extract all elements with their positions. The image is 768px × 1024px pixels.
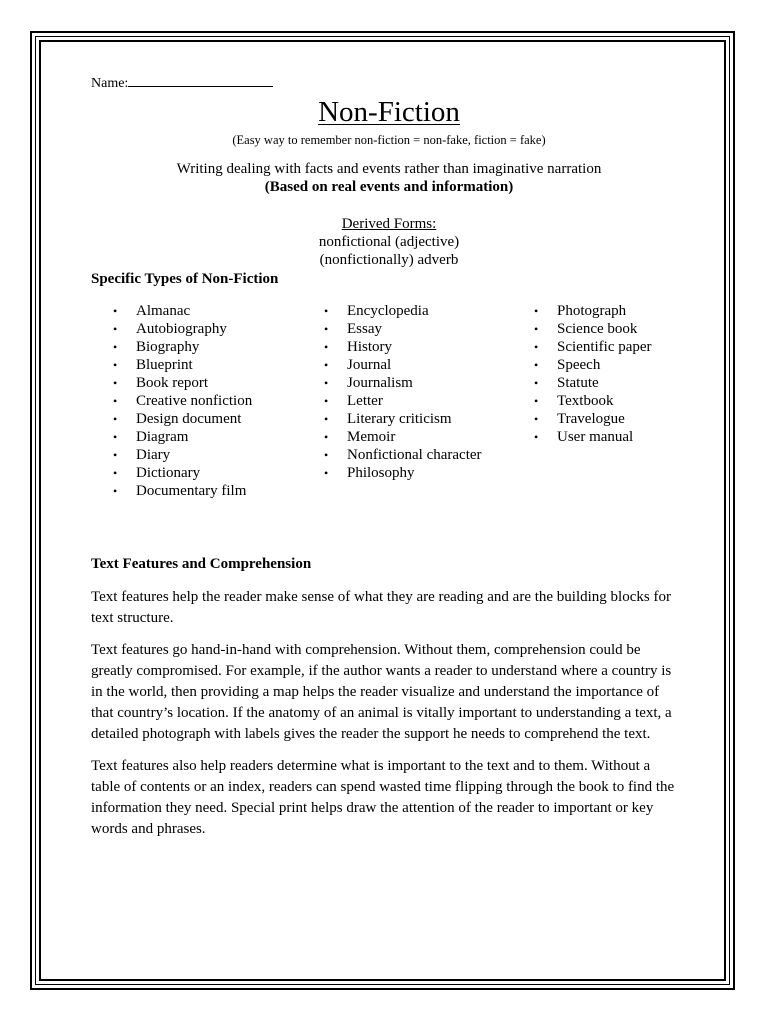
bullet-icon: •: [113, 358, 118, 372]
derived-form-adjective: nonfictional (adjective): [318, 234, 460, 250]
bullet-icon: •: [534, 322, 539, 336]
derived-form-adverb: (nonfictionally) adverb: [319, 252, 459, 268]
list-item: [113, 428, 313, 446]
bullet-icon: •: [113, 466, 118, 480]
list-item: [534, 410, 694, 428]
list-item-label: Dictionary: [136, 465, 201, 481]
derived-forms-heading: Derived Forms:: [341, 216, 437, 232]
list-item-label: Encyclopedia: [347, 303, 429, 319]
bullet-icon: •: [113, 304, 118, 318]
list-item: [113, 482, 313, 500]
bullet-icon: •: [534, 358, 539, 372]
list-item-label: Biography: [136, 339, 200, 355]
list-item: [113, 410, 313, 428]
bullet-icon: •: [113, 376, 118, 390]
paragraph-3: Text features also help readers determine what is important to the text and to them. Without a table of contents or an index, readers can spend wasted time flipping through the book to find the information they need. Special print helps draw the attention of the reader to important or key words and phrases.: [91, 758, 675, 837]
list-item-label: Scientific paper: [557, 339, 652, 355]
list-item-label: Statute: [557, 375, 599, 391]
list-item: [324, 392, 524, 410]
bullet-icon: •: [324, 376, 329, 390]
list-item: [113, 374, 313, 392]
bullet-icon: •: [324, 412, 329, 426]
types-list-column-3: [534, 302, 694, 446]
list-item-label: Diagram: [136, 429, 189, 445]
bullet-icon: •: [324, 304, 329, 318]
list-item: [324, 338, 524, 356]
definition: Writing dealing with facts and events rather than imaginative narration: [176, 161, 602, 177]
list-item: [113, 446, 313, 464]
list-item-label: Literary criticism: [347, 411, 452, 427]
list-item-label: Speech: [557, 357, 601, 373]
list-item-label: History: [347, 339, 392, 355]
list-item: [113, 464, 313, 482]
list-item-label: Science book: [557, 321, 638, 337]
list-item: [534, 392, 694, 410]
list-item: [324, 410, 524, 428]
list-item-label: Philosophy: [347, 465, 415, 481]
list-item-label: Memoir: [347, 429, 396, 445]
bullet-icon: •: [534, 340, 539, 354]
types-list-column-2: [324, 302, 524, 482]
list-item-label: Book report: [136, 375, 209, 391]
bullet-icon: •: [113, 430, 118, 444]
list-item: [113, 392, 313, 410]
types-list-column-1: [113, 302, 313, 500]
list-item: [324, 464, 524, 482]
bullet-icon: •: [324, 466, 329, 480]
list-item-label: Almanac: [136, 303, 191, 319]
bullet-icon: •: [113, 484, 118, 498]
types-heading: Specific Types of Non-Fiction: [91, 271, 279, 287]
bullet-icon: •: [324, 448, 329, 462]
list-item: [534, 356, 694, 374]
bullet-icon: •: [324, 394, 329, 408]
subtitle: (Easy way to remember non-fiction = non-fake, fiction = fake): [232, 133, 546, 147]
list-item: [113, 320, 313, 338]
list-item: [324, 320, 524, 338]
worksheet-content: [91, 72, 687, 840]
bullet-icon: •: [534, 412, 539, 426]
list-item: [113, 338, 313, 356]
list-item-label: Photograph: [557, 303, 627, 319]
paragraph-1: Text features help the reader make sense of what they are reading and are the building blocks for text structure.: [91, 589, 671, 626]
list-item-label: Documentary film: [136, 483, 247, 499]
list-item-label: Diary: [136, 447, 171, 463]
page-title: Non-Fiction: [318, 96, 460, 128]
bullet-icon: •: [534, 430, 539, 444]
bullet-icon: •: [113, 322, 118, 336]
bullet-icon: •: [324, 340, 329, 354]
types-columns: [91, 302, 687, 502]
list-item-label: Textbook: [557, 393, 614, 409]
bullet-icon: •: [113, 412, 118, 426]
bullet-icon: •: [324, 358, 329, 372]
bullet-icon: •: [534, 376, 539, 390]
list-item: [534, 302, 694, 320]
list-item: [324, 428, 524, 446]
list-item-label: Nonfictional character: [347, 447, 482, 463]
list-item-label: Design document: [136, 411, 242, 427]
list-item-label: Travelogue: [557, 411, 625, 427]
bullet-icon: •: [324, 430, 329, 444]
list-item-label: Creative nonfiction: [136, 393, 253, 409]
name-line: [91, 72, 687, 94]
list-item: [324, 446, 524, 464]
list-item-label: User manual: [557, 429, 634, 445]
list-item-label: Journalism: [347, 375, 413, 391]
paragraph-2: Text features go hand-in-hand with comprehension. Without them, comprehension could be greatly compromised. For example, if the author wants a reader to understand where a country is in the world, then providing a map helps the reader visualize and understand the importance of that country’s location. If the anatomy of an animal is vitally important to understanding a text, a detailed photograph with labels gives the reader the support he needs to comprehend the text.: [91, 642, 672, 742]
list-item: [324, 356, 524, 374]
list-item: [534, 320, 694, 338]
bullet-icon: •: [324, 322, 329, 336]
list-item: [534, 428, 694, 446]
list-item: [324, 302, 524, 320]
list-item: [113, 356, 313, 374]
list-item: [113, 302, 313, 320]
bullet-icon: •: [113, 394, 118, 408]
list-item-label: Autobiography: [136, 321, 227, 337]
features-heading: Text Features and Comprehension: [91, 556, 312, 572]
list-item: [534, 338, 694, 356]
list-item: [534, 374, 694, 392]
list-item: [324, 374, 524, 392]
name-label: Name:: [91, 76, 129, 91]
bullet-icon: •: [113, 340, 118, 354]
bullet-icon: •: [534, 394, 539, 408]
list-item-label: Blueprint: [136, 357, 193, 373]
list-item-label: Letter: [347, 393, 383, 409]
definition-emphasis: (Based on real events and information): [264, 179, 514, 195]
name-blank: [128, 72, 273, 87]
bullet-icon: •: [113, 448, 118, 462]
bullet-icon: •: [534, 304, 539, 318]
list-item-label: Essay: [347, 321, 382, 337]
list-item-label: Journal: [347, 357, 392, 373]
